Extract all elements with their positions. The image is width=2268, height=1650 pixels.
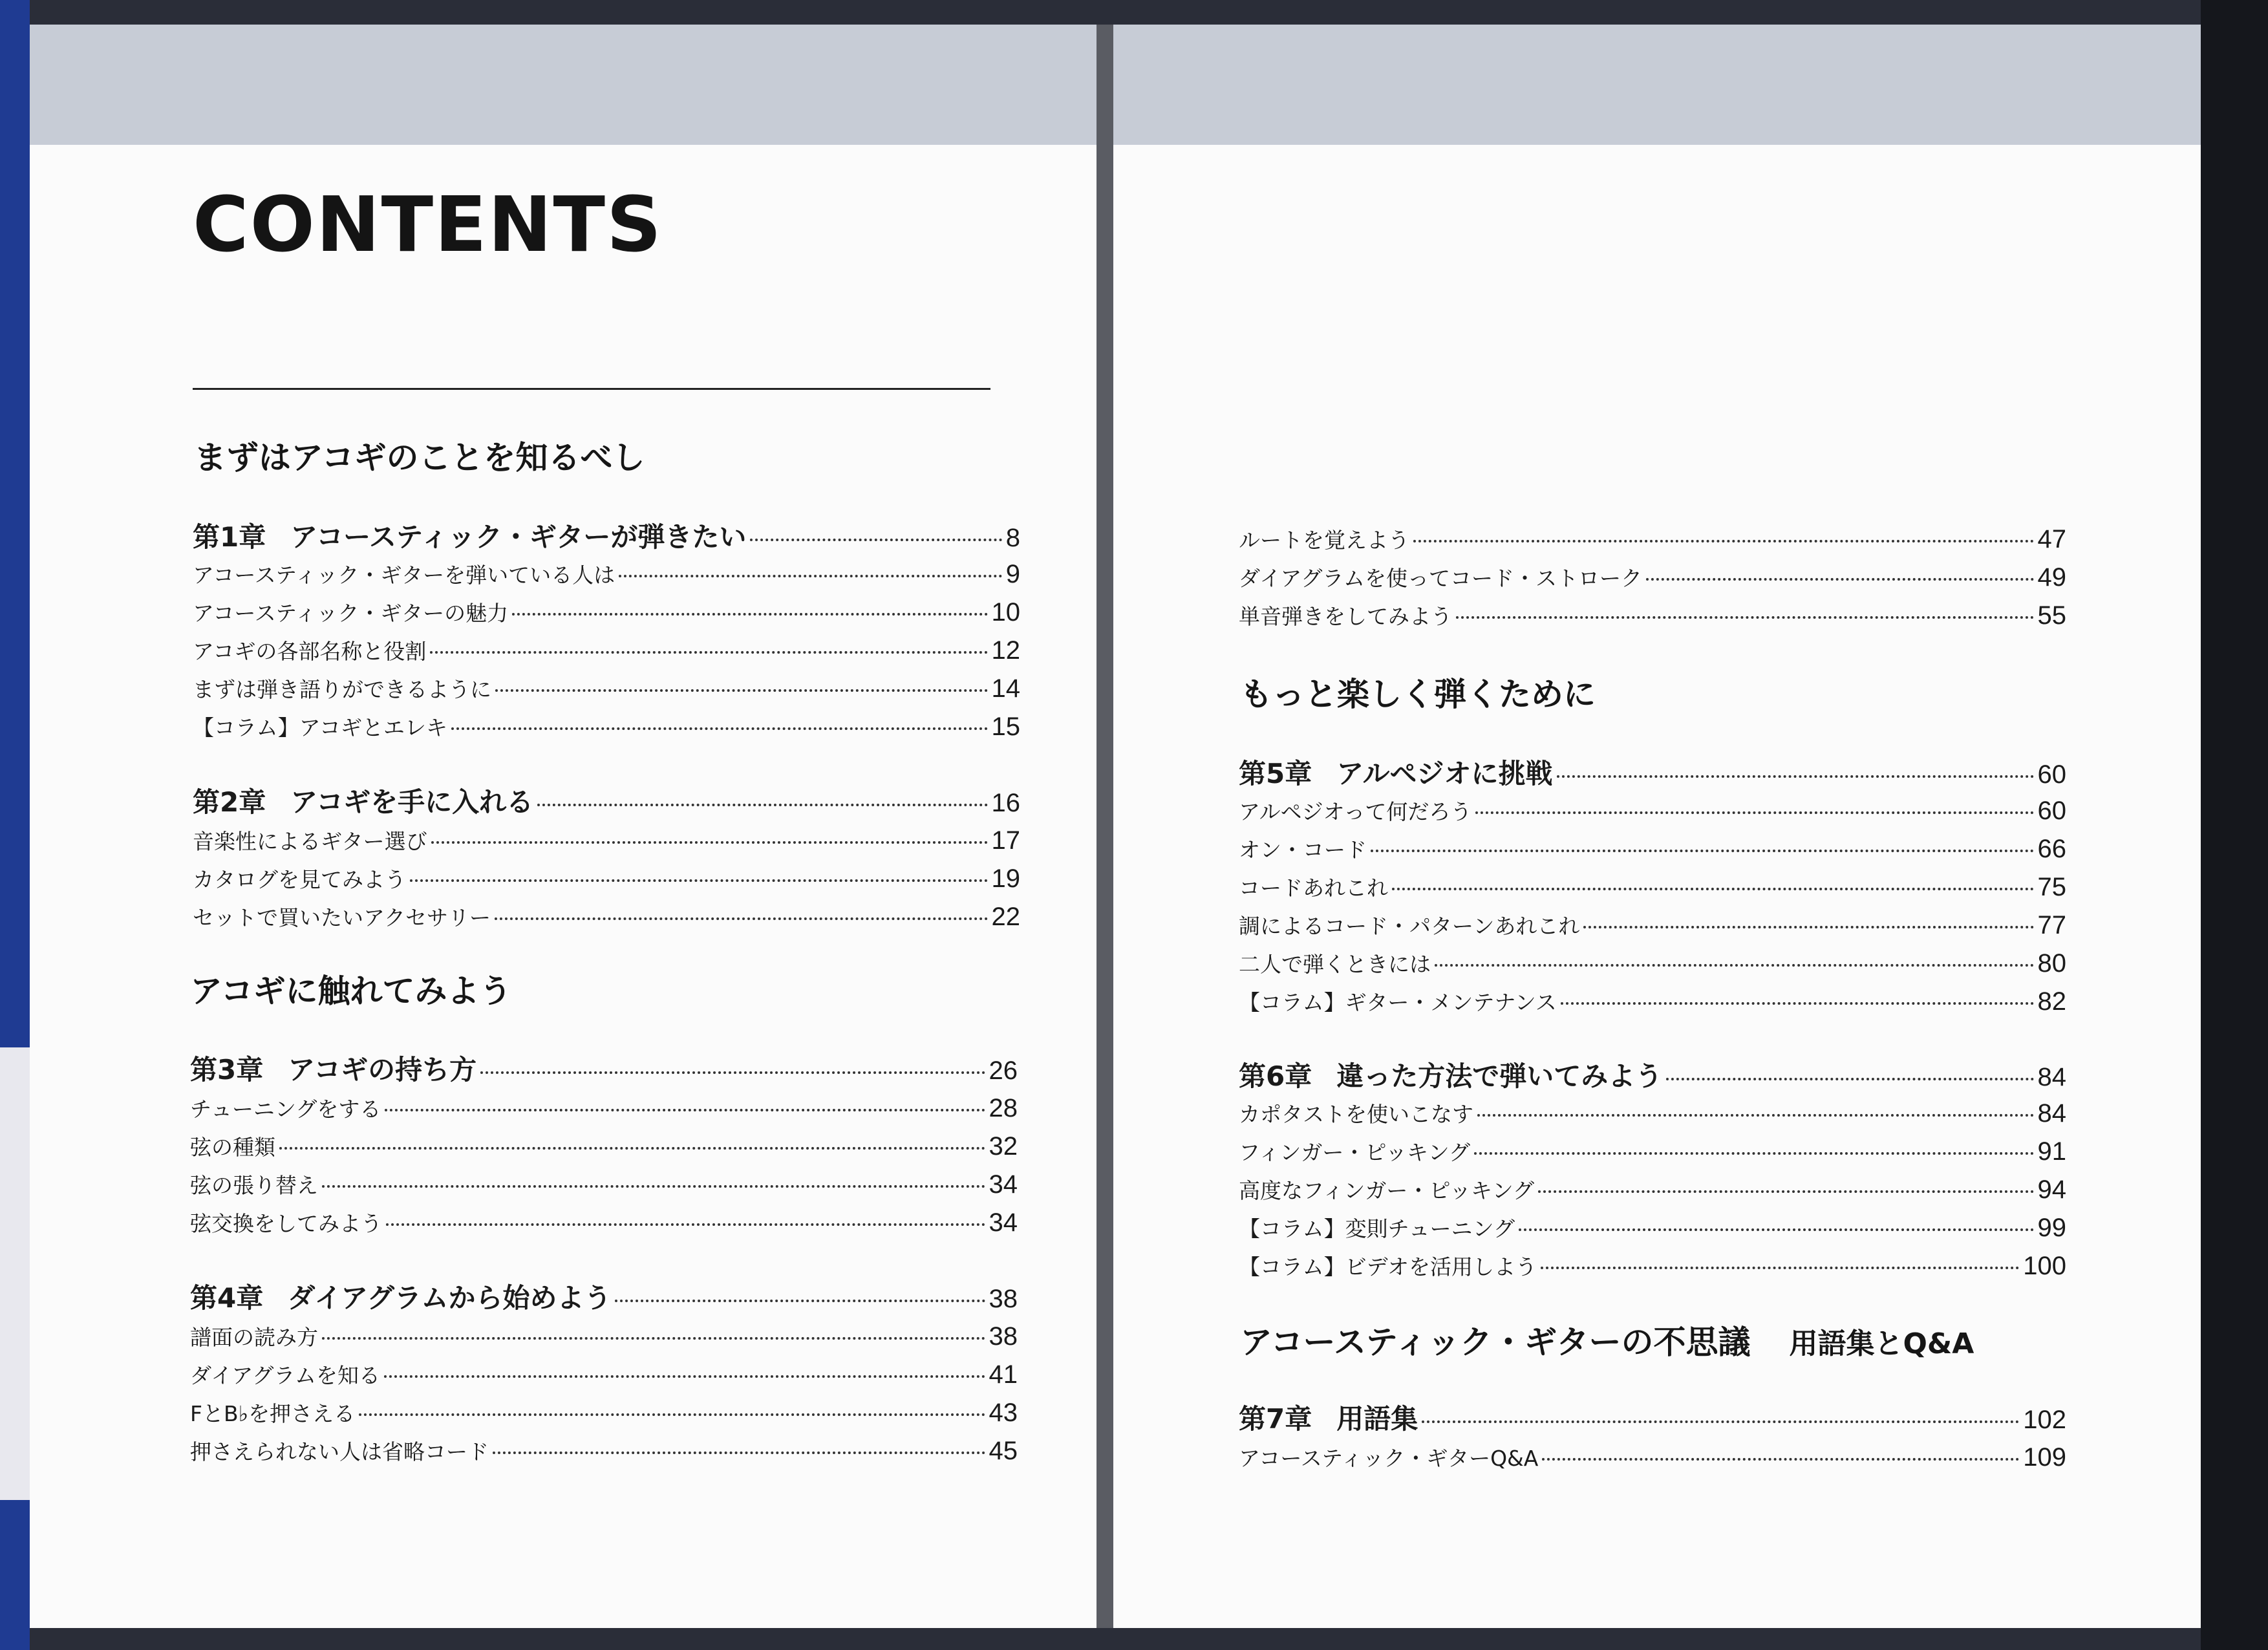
page-number: 8	[1005, 524, 1020, 552]
page-number: 102	[2023, 1406, 2066, 1434]
page-number: 19	[991, 864, 1020, 893]
chapter-label: 第5章	[1239, 758, 1312, 789]
entry-title: オン・コード	[1239, 837, 1367, 862]
entry-title: ダイアグラムを知る	[190, 1363, 381, 1388]
leader-dots	[431, 841, 988, 844]
page-number: 80	[2037, 949, 2066, 978]
entry-title: 弦の種類	[190, 1135, 275, 1160]
chapter-row[interactable]	[1239, 1055, 2066, 1094]
entry-title: 弦の張り替え	[190, 1173, 318, 1198]
page-number: 77	[2037, 911, 2066, 939]
entry-title: アコースティック・ギターQ&A	[1239, 1446, 1539, 1471]
leader-dots	[619, 575, 1002, 577]
leader-dots	[1474, 1152, 2033, 1155]
page-number: 47	[2037, 525, 2066, 553]
toc-entry[interactable]	[190, 1359, 1018, 1391]
book-gutter	[1097, 25, 1113, 1628]
page-number: 100	[2023, 1252, 2066, 1280]
chapter-name: 用語集	[1336, 1403, 1418, 1435]
leader-dots	[1541, 1267, 2019, 1269]
section-rule	[193, 388, 990, 390]
chapter-label: 第2章	[193, 786, 266, 818]
entry-title: 音楽性によるギター選び	[193, 829, 427, 854]
leader-dots	[495, 689, 988, 692]
top-band	[30, 25, 1097, 145]
page-number: 84	[2037, 1063, 2066, 1091]
toc-entry[interactable]	[1239, 1442, 2066, 1474]
entry-title: アコースティック・ギターを弾いている人は	[193, 562, 615, 588]
leader-dots	[1538, 1190, 2033, 1193]
leader-dots	[386, 1223, 985, 1226]
page-number: 10	[991, 598, 1020, 627]
entry-title: ルートを覚えよう	[1239, 528, 1409, 553]
leader-dots	[1557, 775, 2034, 778]
chapter-row[interactable]	[190, 1277, 1018, 1316]
leader-dots	[1392, 888, 2034, 890]
page-number: 84	[2037, 1099, 2066, 1128]
entry-title: 高度なフィンガー・ピッキング	[1239, 1178, 1535, 1203]
chapter-label: 第7章	[1239, 1403, 1312, 1435]
page-number: 75	[2037, 873, 2066, 901]
entry-title: アコギの各部名称と役割	[193, 639, 427, 664]
page-number: 17	[991, 826, 1020, 855]
section-subtitle: 用語集とQ&A	[1789, 1327, 1974, 1360]
leader-dots	[512, 613, 987, 616]
entry-title: 【コラム】アコギとエレキ	[193, 715, 448, 740]
entry-title: まずは弾き語りができるように	[193, 677, 491, 702]
section-title: もっと楽しく弾くために	[1240, 676, 1596, 713]
page-number: 15	[991, 712, 1020, 741]
toc-entry[interactable]	[193, 635, 1020, 667]
section-title: まずはアコギのことを知るべし	[194, 439, 645, 477]
leader-dots	[750, 539, 1001, 541]
leader-dots	[1371, 850, 2034, 852]
toc-entry[interactable]	[1239, 1098, 2066, 1130]
page-number: 82	[2037, 987, 2066, 1016]
leader-dots	[1666, 1078, 2033, 1080]
chapter-label: 第3章	[190, 1054, 264, 1086]
page-number: 26	[989, 1056, 1018, 1085]
toc-entry[interactable]	[193, 711, 1020, 744]
toc-entry[interactable]	[1239, 795, 2066, 828]
page-number: 38	[989, 1322, 1018, 1351]
scan-edge-left	[0, 0, 30, 1650]
toc-entry[interactable]	[1239, 948, 2066, 980]
toc-entry[interactable]	[193, 863, 1020, 895]
section-title: アコギに触れてみよう	[190, 972, 512, 1010]
leader-dots	[615, 1300, 985, 1302]
top-band	[1113, 25, 2201, 145]
page-number: 109	[2023, 1443, 2066, 1472]
entry-title: アコースティック・ギターの魅力	[193, 601, 509, 626]
toc-entry[interactable]	[190, 1207, 1018, 1239]
toc-entry[interactable]	[193, 559, 1020, 591]
entry-title: カポタストを使いこなす	[1239, 1102, 1473, 1127]
section-title-text: アコースティック・ギターの不思議	[1240, 1323, 1751, 1361]
toc-entry[interactable]	[193, 673, 1020, 705]
entry-title: 単音弾きをしてみよう	[1239, 604, 1452, 629]
leader-dots	[279, 1147, 985, 1150]
right-page	[1113, 25, 2201, 1628]
page-number: 9	[1005, 560, 1020, 588]
leader-dots	[1561, 1002, 2034, 1005]
page-number: 91	[2037, 1137, 2066, 1166]
chapter-name: アコギを手に入れる	[290, 786, 534, 818]
entry-title: 二人で弾くときには	[1239, 952, 1431, 977]
entry-title: 【コラム】ギター・メンテナンス	[1239, 990, 1557, 1015]
entry-title: フィンガー・ピッキング	[1239, 1140, 1471, 1165]
page-number: 41	[989, 1360, 1018, 1389]
page-number: 60	[2037, 797, 2066, 825]
contents-title: CONTENTS	[193, 180, 663, 269]
page-number: 94	[2037, 1175, 2066, 1204]
leader-dots	[1519, 1228, 2033, 1231]
leader-dots	[322, 1185, 985, 1188]
toc-entry[interactable]	[190, 1397, 1018, 1430]
entry-title: 【コラム】変則チューニング	[1239, 1216, 1515, 1241]
toc-entry[interactable]	[1239, 872, 2066, 904]
leader-dots	[384, 1375, 985, 1378]
toc-entry[interactable]	[193, 825, 1020, 857]
chapter-name: 違った方法で弾いてみよう	[1336, 1060, 1663, 1092]
toc-entry[interactable]	[193, 901, 1020, 934]
chapter-label: 第6章	[1239, 1060, 1312, 1092]
entry-title: 調によるコード・パターンあれこれ	[1239, 914, 1580, 939]
entry-title: FとB♭を押さえる	[190, 1401, 356, 1426]
leader-dots	[480, 1071, 985, 1074]
chapter-row[interactable]	[1239, 753, 2066, 791]
chapter-row[interactable]	[1239, 1398, 2066, 1437]
toc-entry[interactable]	[1239, 986, 2066, 1018]
toc-entry[interactable]	[190, 1169, 1018, 1201]
entry-title: 【コラム】ビデオを活用しよう	[1239, 1254, 1537, 1280]
left-page	[30, 25, 1097, 1628]
page-number: 43	[989, 1398, 1018, 1427]
entry-title: 弦交換をしてみよう	[190, 1211, 382, 1236]
leader-dots	[322, 1337, 985, 1340]
chapter-row[interactable]	[193, 516, 1020, 555]
entry-title: カタログを見てみよう	[193, 867, 406, 892]
page-number: 28	[989, 1094, 1018, 1122]
page-number: 45	[989, 1437, 1018, 1465]
leader-dots	[1475, 811, 2033, 814]
toc-entry[interactable]	[190, 1093, 1018, 1125]
page-number: 22	[991, 903, 1020, 931]
chapter-name: ダイアグラムから始めよう	[288, 1282, 612, 1314]
toc-entry[interactable]	[1239, 524, 2066, 556]
leader-dots	[410, 879, 988, 882]
leader-dots	[359, 1413, 985, 1416]
entry-title: セットで買いたいアクセサリー	[193, 905, 491, 930]
entry-title: 押さえられない人は省略コード	[190, 1439, 489, 1464]
toc-entry[interactable]	[1239, 600, 2066, 632]
entry-title: アルペジオって何だろう	[1239, 799, 1472, 824]
page-number: 34	[989, 1170, 1018, 1199]
leader-dots	[493, 1452, 985, 1454]
leader-dots	[1422, 1420, 2019, 1423]
section-title	[1240, 1316, 1974, 1363]
leader-dots	[1456, 616, 2034, 619]
entry-title: ダイアグラムを使ってコード・ストローク	[1239, 566, 1643, 591]
page-number: 66	[2037, 835, 2066, 863]
toc-entry[interactable]	[190, 1435, 1018, 1468]
page-number: 38	[989, 1285, 1018, 1313]
leader-dots	[1477, 1114, 2034, 1117]
toc-entry[interactable]	[193, 597, 1020, 629]
toc-entry[interactable]	[1239, 1136, 2066, 1168]
scan-edge-right	[2201, 0, 2268, 1650]
toc-entry[interactable]	[190, 1131, 1018, 1163]
chapter-label: 第4章	[190, 1282, 264, 1314]
chapter-row[interactable]	[193, 781, 1020, 820]
leader-dots	[451, 727, 987, 730]
leader-dots	[430, 651, 987, 654]
leader-dots	[495, 917, 987, 920]
page-number: 49	[2037, 563, 2066, 592]
entry-title: コードあれこれ	[1239, 875, 1388, 901]
leader-dots	[1542, 1458, 2019, 1461]
toc-entry[interactable]	[1239, 562, 2066, 594]
page-number: 12	[991, 636, 1020, 665]
leader-dots	[1435, 964, 2034, 967]
page-number: 14	[991, 674, 1020, 703]
chapter-name: アコギの持ち方	[288, 1054, 477, 1086]
page-number: 99	[2037, 1214, 2066, 1242]
chapter-row[interactable]	[190, 1049, 1018, 1088]
toc-entry[interactable]	[1239, 910, 2066, 942]
leader-dots	[1646, 578, 2033, 581]
leader-dots	[385, 1109, 985, 1111]
page-number: 32	[989, 1132, 1018, 1161]
leader-dots	[537, 804, 987, 806]
toc-entry[interactable]	[1239, 833, 2066, 866]
toc-entry[interactable]	[1239, 1250, 2066, 1283]
toc-entry[interactable]	[1239, 1174, 2066, 1206]
leader-dots	[1413, 540, 2034, 542]
page-number: 16	[991, 789, 1020, 817]
toc-entry[interactable]	[190, 1321, 1018, 1353]
scan-edge-shade	[0, 1047, 30, 1500]
chapter-label: 第1章	[193, 521, 266, 553]
page-number: 55	[2037, 601, 2066, 630]
page-number: 34	[989, 1208, 1018, 1237]
entry-title: 譜面の読み方	[190, 1325, 318, 1350]
entry-title: チューニングをする	[190, 1097, 381, 1122]
toc-entry[interactable]	[1239, 1212, 2066, 1245]
leader-dots	[1583, 926, 2033, 928]
chapter-name: アコースティック・ギターが弾きたい	[290, 521, 747, 553]
page-number: 60	[2037, 760, 2066, 789]
chapter-name: アルペジオに挑戦	[1336, 758, 1553, 789]
